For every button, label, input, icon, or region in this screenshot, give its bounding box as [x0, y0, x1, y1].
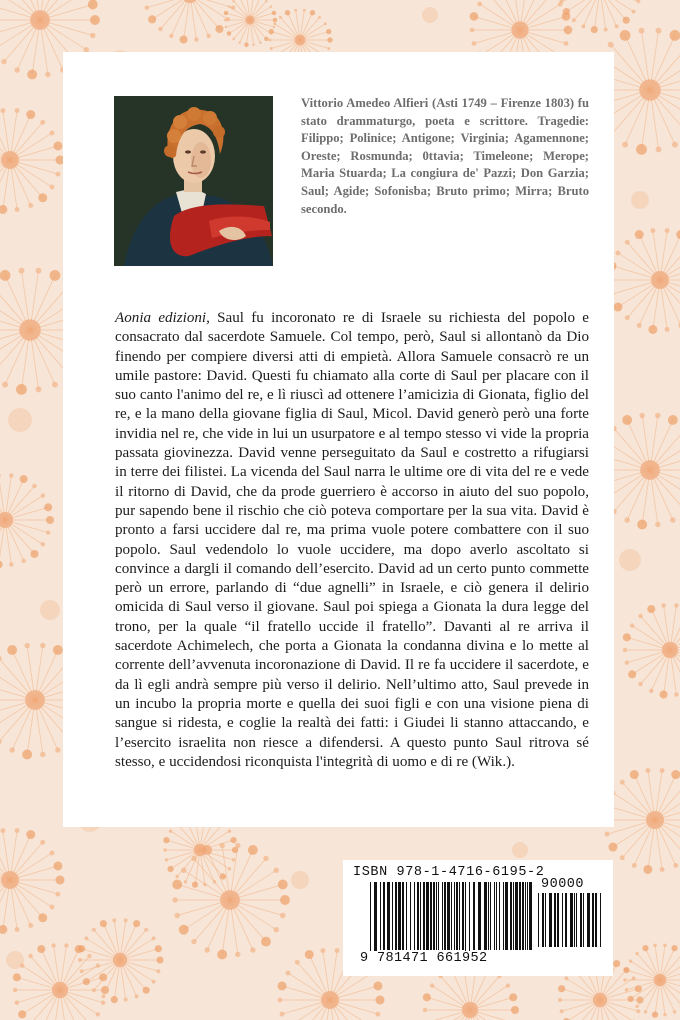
barcode-bar — [545, 893, 546, 947]
bubble-icon — [8, 408, 32, 432]
barcode-bar — [519, 882, 521, 950]
barcode-bar — [410, 882, 411, 950]
description-text: Saul fu incoronato re di Israele su richiesta del popolo e consacrato dal sacerdote Samuele. Col tempo, però, Saul si allontanò da Dio finendo per compiere diversi atti di empietà. Allora Samuele consacrò re un umile pastore: David. Questi fu chiamato alla corte di Saul per placare con il suo canto l'animo del re, e lì riuscì ad ottenere l’amicizia di Gionata, figlio del re, e la mano della giovane figlia di Saul, Micol. David generò però una forte invidia nel re, che vide in lui un usurpatore e al tempo stesso vi vide la propria passata giovinezza. David venne perseguitato da Saul e costretto a rifugiarsi in terre dei filistei. La vicenda del Saul narra le ultime ore di vita del re e vede il ritorno di David, che da prode guerriero è accorso in aiuto del suo popolo, pur sapendo bene il rischio che ciò poteva comportare per la sua vita. David è pronto a farsi uccidere dal re, ma prima vuole potere combattere con il suo popolo. Saul vedendolo lo vuole uccidere, ma dopo averlo ascoltato si convince a dargli il comando dell’esercito. David ad un certo punto commette però un errore, parlando di “due agnelli” in Israele, e ciò genera il delirio omicida di Saul verso il giovane. Saul poi spiega a Gionata la dura legge del trono, per la quale “il fratello uccide il fratello”. Davanti al re arriva il sacerdote Achimelech, che porta a Gionata la condanna divina e lo mette al corrente dell’avvenuta incoronazione di David. Il re fa uccidere il sacerdote, e da lì egli andrà sempre più verso il delirio. Nell’ultimo atto, Saul prevede in un incubo la propria morte e quella dei suoi figli e con una visione piena di sangue si ridesta, e coglie la realtà dei fatti: i Giudei li stanno attaccando, e l’esercito israelita non riesce a difendersi. A questo punto Saul ritrova sé stesso, e uccidendosi riconquista l'integrità di uomo e di re (Wik.). — [115, 310, 589, 770]
barcode-bar — [444, 882, 446, 950]
barcode-bar — [465, 882, 466, 960]
barcode-bar — [580, 893, 582, 947]
barcode-bar — [469, 882, 470, 960]
barcode-bar — [557, 893, 559, 947]
barcode-bar — [395, 882, 397, 950]
barcode-bar — [574, 893, 575, 947]
barcode-bar — [462, 882, 464, 950]
publisher-name: Aonia edizioni, — [115, 310, 210, 326]
barcode-bar — [459, 882, 460, 950]
barcode-bar — [436, 882, 437, 950]
barcode-bar — [451, 882, 452, 950]
barcode-bar — [595, 893, 597, 947]
barcode-bar — [447, 882, 450, 950]
barcode-bar — [592, 893, 594, 947]
barcode-bar — [576, 893, 577, 947]
dandelion-icon — [143, 0, 239, 44]
dandelion-icon — [0, 828, 65, 934]
barcode-bar — [398, 882, 401, 950]
price-code: 90000 — [541, 877, 585, 892]
barcode-bar — [478, 882, 481, 950]
barcode-bar — [488, 882, 489, 950]
barcode-bar — [542, 893, 544, 947]
barcode-bar — [490, 882, 491, 950]
barcode-bar — [417, 882, 419, 950]
ean-barcode — [370, 882, 534, 960]
barcode-bar — [433, 882, 435, 950]
book-description — [115, 309, 589, 772]
barcode-bar — [438, 882, 439, 950]
barcode-bar — [549, 893, 552, 947]
barcode-bar — [473, 882, 475, 950]
barcode-bar — [484, 882, 487, 950]
barcode-bar — [513, 882, 514, 950]
barcode-bar — [374, 882, 377, 960]
dandelion-icon — [0, 473, 54, 568]
barcode-bar — [538, 893, 539, 947]
barcode-bar — [505, 882, 508, 950]
barcode-bar — [525, 882, 526, 950]
barcode-bar — [387, 882, 390, 950]
barcode-bar — [383, 882, 385, 950]
barcode-bar — [406, 882, 407, 950]
dandelion-icon — [0, 108, 65, 214]
bubble-icon — [291, 871, 309, 889]
bubble-icon — [40, 600, 60, 620]
barcode-bar — [570, 893, 573, 947]
barcode-bar — [442, 882, 443, 950]
dandelion-icon — [623, 944, 680, 1018]
bubble-icon — [619, 549, 641, 571]
price-addon-barcode — [538, 893, 604, 957]
barcode-bar — [370, 882, 371, 960]
barcode-bar — [515, 882, 518, 950]
barcode-bar — [402, 882, 404, 950]
ean-digits: 9 781471 661952 — [360, 951, 488, 966]
barcode-bar — [499, 882, 500, 950]
barcode-bar — [600, 893, 601, 947]
bubble-icon — [512, 842, 528, 858]
dandelion-icon — [172, 843, 290, 960]
barcode-bar — [426, 882, 429, 950]
dandelion-icon — [608, 228, 680, 334]
dandelion-icon — [603, 768, 680, 874]
barcode-bar — [423, 882, 425, 950]
barcode-bar — [454, 882, 455, 950]
barcode-bar — [420, 882, 421, 950]
author-bio: Vittorio Amedeo Alfieri (Asti 1749 – Firenze 1803) fu stato drammaturgo, poeta e scrittore. Tragedie: Filippo; Polinice; Antigone; Virginia; Agamennone; Oreste; Rosmunda; 0ttavia; Timeleone; Merope; Maria Stuarda; La congiura de' Pazzi; Don Garzia; Saul; Agide; Sofonisba; Bruto primo; Mirra; Bruto secondo. — [301, 96, 589, 216]
barcode-bar — [414, 882, 415, 950]
isbn-label: ISBN 978-1-4716-6195-2 — [353, 865, 545, 880]
barcode-bar — [522, 882, 524, 950]
barcode-bar — [503, 882, 504, 950]
barcode-bar — [380, 882, 381, 950]
bubble-icon — [422, 7, 438, 23]
barcode-bar — [510, 882, 512, 950]
barcode-bar — [587, 893, 590, 947]
bubble-icon — [631, 191, 649, 209]
barcode-bar — [456, 882, 458, 950]
barcode-bar — [392, 882, 393, 950]
barcode-bar — [562, 893, 563, 947]
barcode-bar — [430, 882, 432, 950]
barcode-bar — [583, 893, 584, 947]
barcode-bar — [494, 882, 495, 950]
bubble-icon — [6, 951, 24, 969]
barcode-bar — [529, 882, 532, 950]
barcode-bar — [565, 893, 567, 947]
barcode-bar — [496, 882, 497, 950]
dandelion-icon — [623, 603, 680, 698]
portrait-painting-icon — [114, 96, 273, 266]
dandelion-icon — [13, 943, 109, 1020]
barcode-bar — [554, 893, 556, 947]
author-portrait — [114, 96, 273, 266]
barcode-bar — [527, 882, 528, 950]
